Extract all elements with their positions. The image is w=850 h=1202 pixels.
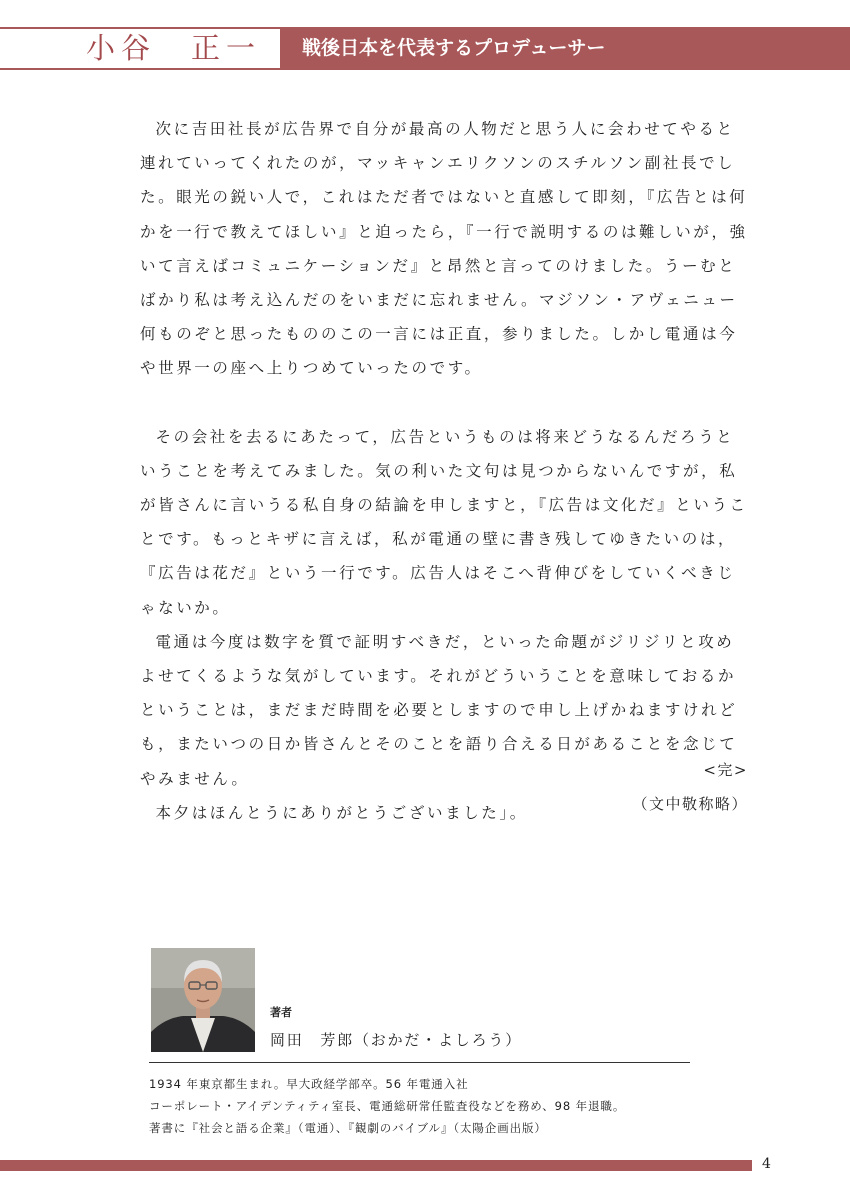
paragraph-2: その会社を去るにあたって，広告というものは将来どうなるんだろうということを考えてみました。気の利いた文句は見つからないんですが，私が皆さんに言いうる私自身の結論を申しますと，『広告は文化だ』ということです。もっとキザに言えば，私が電通の壁に書き残してゆきたいのは，『広告は花だ』という一行です。広告人はそこへ背伸びをしていくべきじゃないか。	[140, 427, 748, 617]
author-name: 岡田 芳郎（おかだ・よしろう）	[270, 1031, 523, 1049]
header-author-name: 小谷 正一	[86, 31, 262, 65]
paragraph-4: 本夕はほんとうにありがとうございました」。	[155, 803, 528, 822]
author-label: 著者	[270, 1006, 292, 1019]
bio-line: コーポレート・アイデンティティ室長、電通総研常任監査役などを務め、98 年退職。	[149, 1099, 626, 1113]
paragraph-1: 次に吉田社長が広告界で自分が最高の人物だと思う人に会わせてやると連れていってくれたのが，マッキャンエリクソンのスチルソン副社長でした。眼光の鋭い人で，これはただ者ではないと直感して即刻，『広告とは何かを一行で教えてほしい』と迫ったら，『一行で説明するのは難しいが，強いて言えばコミュニケーションだ』と昂然と言ってのけました。うーむとばかり私は考え込んだのをいまだに忘れません。マジソン・アヴェニュー何ものぞと思ったもののこの一言には正直，参りました。しかし電通は今や世界一の座へ上りつめていったのです。	[140, 120, 748, 378]
end-mark: <完>	[703, 761, 748, 779]
paragraph-3: 電通は今度は数字を質で証明すべきだ，といった命題がジリジリと攻めよせてくるような気がしています。それがどういうことを意味しておるかということは，まだまだ時間を必要としますので申し上げかねますけれども，またいつの日か皆さんとそのことを語り合える日があることを念じてやみません。	[140, 632, 738, 788]
bio-line: 著書に『社会と語る企業』（電通）、『観劇のバイブル』（太陽企画出版）	[149, 1121, 547, 1135]
article-body	[140, 112, 750, 830]
honorific-note: （文中敬称略）	[632, 795, 748, 813]
author-divider	[149, 1062, 690, 1063]
page-number: 4	[762, 1156, 771, 1172]
header-title: 戦後日本を代表するプロデューサー	[302, 37, 606, 59]
bio-line: 1934 年東京都生まれ。早大政経学部卒。56 年電通入社	[149, 1077, 469, 1091]
footer-band	[0, 1160, 752, 1171]
author-bio	[149, 1073, 625, 1139]
author-photo	[151, 948, 255, 1052]
